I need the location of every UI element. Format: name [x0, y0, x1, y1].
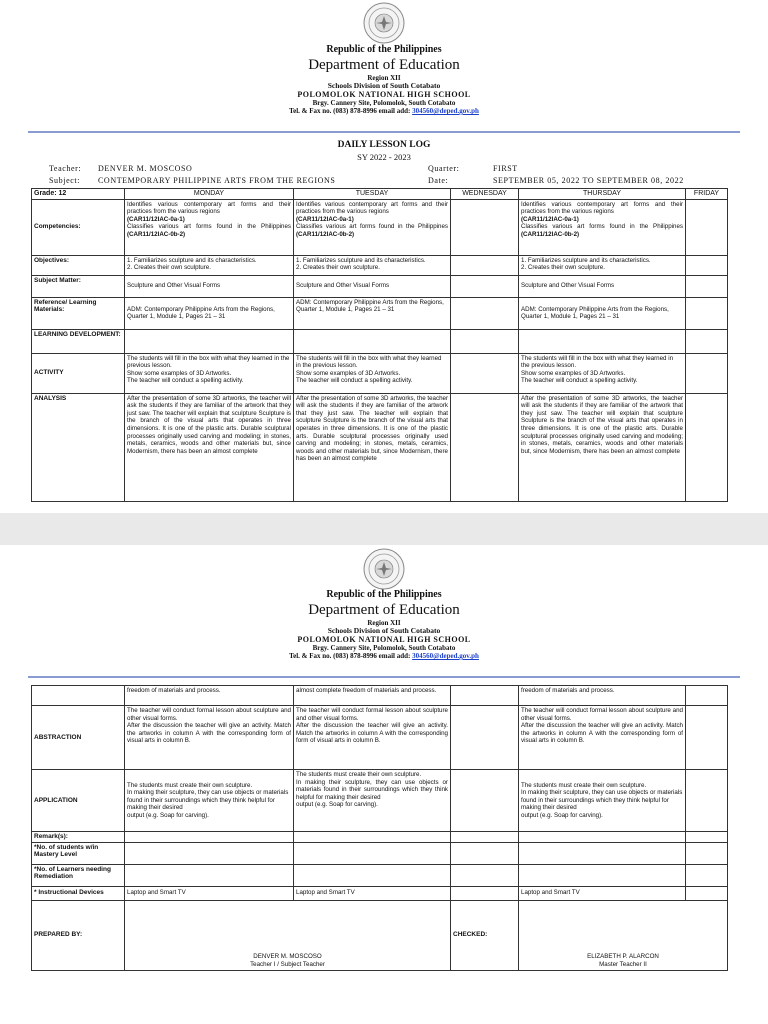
abstraction-text: After the discussion the teacher will give an activity. Match the artworks in column A with the corresponding form of visual arts in column B. — [296, 722, 448, 745]
abstraction-thursday — [519, 706, 686, 770]
quarter-label: Quarter: — [428, 164, 460, 173]
activity-thursday — [519, 353, 686, 393]
learning-development-thursday — [519, 329, 686, 353]
tuesday-header: TUESDAY — [294, 189, 451, 200]
objective-text: 1. Familiarizes sculpture and its characteristics. — [127, 256, 257, 264]
analysis-label: ANALYSIS — [32, 393, 125, 501]
activity-monday — [125, 353, 294, 393]
table-header-row — [32, 189, 728, 200]
application-friday — [686, 770, 728, 832]
prepared-by-name: DENVER M. MOSCOSO — [253, 953, 322, 961]
competency-code: (CAR11/12IAC-0b-2) — [127, 230, 186, 238]
checked-label: CHECKED: — [451, 900, 519, 970]
competencies-friday — [686, 199, 728, 255]
teacher-label: Teacher: — [49, 164, 82, 173]
activity-text: Show some examples of 3D Artworks. — [521, 369, 626, 377]
school-name: POLOMOLOK NATIONAL HIGH SCHOOL — [297, 635, 471, 644]
thursday-header: THURSDAY — [519, 189, 686, 200]
republic-text: Republic of the Philippines — [326, 44, 442, 55]
subject-matter-wednesday — [451, 275, 519, 297]
analysis-wednesday — [451, 393, 519, 501]
email-link[interactable]: 304560@deped.gov.ph — [412, 107, 479, 115]
region-text: Region XII — [367, 619, 401, 627]
application-text: output (e.g. Soap for carving). — [521, 811, 603, 819]
reference-monday: ADM: Contemporary Philippine Arts from the Regions, Quarter 1, Module 1, Pages 21 – 31 — [125, 297, 294, 329]
remarks-monday — [125, 832, 294, 843]
application-text: output (e.g. Soap for carving). — [127, 811, 209, 819]
analysis-tuesday: After the presentation of some 3D artworks, the teacher will ask the students if they are familiar of the artwork that they just saw. The teacher will explain that sculpture Sculpture is the branch of the visual arts that operates in three dimensions. It is one of the plastic arts. Durable sculptural processes originally used carving and modeling; in stones, metals, ceramics, woods and other materials but, since Modernism, there has been an almost complete — [294, 393, 451, 501]
competencies-row — [32, 199, 728, 255]
monday-header: MONDAY — [125, 189, 294, 200]
devices-tuesday: Laptop and Smart TV — [294, 886, 451, 900]
friday-header: FRIDAY — [686, 189, 728, 200]
devices-label: * Instructional Devices — [32, 886, 125, 900]
abstraction-tuesday — [294, 706, 451, 770]
prepared-by-label: PREPARED BY: — [32, 900, 125, 970]
analysis-continued-thursday: freedom of materials and process. — [519, 686, 686, 706]
analysis-row — [32, 393, 728, 501]
analysis-continued-row — [32, 686, 728, 706]
activity-tuesday — [294, 353, 451, 393]
activity-text: Show some examples of 3D Artworks. — [127, 369, 232, 377]
objectives-thursday — [519, 255, 686, 275]
reference-label: Reference/ Learning Materials: — [32, 297, 125, 329]
competency-text: Classifies various art forms found in the Philippines — [296, 223, 448, 231]
abstraction-row — [32, 706, 728, 770]
objectives-wednesday — [451, 255, 519, 275]
competency-text: Identifies various contemporary art forms and their practices from the various regions — [521, 200, 683, 216]
activity-text: Show some examples of 3D Artworks. — [296, 369, 401, 377]
competency-code: (CAR11/12IAC-0a-1) — [521, 215, 579, 223]
application-text: The students must create their own sculpture. — [296, 771, 422, 778]
analysis-continued-monday: freedom of materials and process. — [125, 686, 294, 706]
application-label: APPLICATION — [32, 770, 125, 832]
abstraction-text: The teacher will conduct formal lesson about sculpture and other visual forms. — [127, 707, 291, 722]
activity-text: The teacher will conduct a spelling activity. — [521, 377, 638, 385]
subject-matter-row — [32, 275, 728, 297]
school-address: Brgy. Cannery Site, Polomolok, South Cotabato — [312, 644, 456, 652]
mastery-monday — [125, 842, 294, 864]
competency-text: Classifies various art forms found in the Philippines — [127, 223, 291, 231]
abstraction-monday — [125, 706, 294, 770]
school-name: POLOMOLOK NATIONAL HIGH SCHOOL — [297, 90, 471, 99]
analysis-continued-label — [32, 686, 125, 706]
prepared-by-title: Teacher I / Subject Teacher — [250, 961, 325, 968]
activity-text: The students will fill in the box with what they learned in the previous lesson. — [521, 354, 674, 370]
reference-friday — [686, 297, 728, 329]
prepared-by-signature — [125, 900, 451, 970]
application-text: In making their sculpture, they can use objects or materials found in their surroundings which they think helpful for making their desired — [296, 778, 448, 801]
department-text: Department of Education — [308, 57, 460, 73]
competency-text: Identifies various contemporary art forms and their practices from the various regions — [127, 200, 291, 216]
division-text: Schools Division of South Cotabato — [327, 81, 441, 90]
objective-text: 1. Familiarizes sculpture and its characteristics. — [296, 256, 426, 264]
subject-matter-friday — [686, 275, 728, 297]
checked-signature — [519, 900, 728, 970]
wednesday-header: WEDNESDAY — [451, 189, 519, 200]
devices-monday: Laptop and Smart TV — [125, 886, 294, 900]
remarks-label: Remark(s): — [32, 832, 125, 843]
objectives-monday — [125, 255, 294, 275]
contact-prefix: Tel. & Fax no. (083) 878-8996 email add: — [289, 107, 411, 115]
abstraction-friday — [686, 706, 728, 770]
contact-line — [0, 652, 768, 661]
application-text: The students must create their own sculpture. — [127, 781, 253, 789]
activity-text: The students will fill in the box with what they learned in the previous lesson. — [127, 354, 290, 370]
analysis-continued-tuesday: almost complete freedom of materials and process. — [294, 686, 451, 706]
header-divider — [28, 676, 740, 678]
region-text: Region XII — [367, 74, 401, 82]
objective-text: 1. Familiarizes sculpture and its characteristics. — [521, 256, 651, 264]
mastery-friday — [686, 842, 728, 864]
learning-development-row — [32, 329, 728, 353]
competencies-tuesday — [294, 199, 451, 255]
reference-thursday: ADM: Contemporary Philippine Arts from the Regions, Quarter 1, Module 1, Pages 21 – 31 — [519, 297, 686, 329]
objective-text: 2. Creates their own sculpture. — [296, 264, 380, 272]
quarter-value: FIRST — [493, 164, 518, 173]
learning-development-friday — [686, 329, 728, 353]
subject-matter-tuesday: Sculpture and Other Visual Forms — [294, 275, 451, 297]
abstraction-text: The teacher will conduct formal lesson about sculpture and other visual forms. — [521, 707, 683, 722]
learning-development-tuesday — [294, 329, 451, 353]
abstraction-text: After the discussion the teacher will give an activity. Match the artworks in column A with the corresponding form of visual arts in column B. — [127, 722, 291, 745]
grade-cell: Grade: 12 — [32, 189, 125, 200]
division-text: Schools Division of South Cotabato — [327, 626, 441, 635]
competency-code: (CAR11/12IAC-0b-2) — [521, 230, 580, 238]
application-text: output (e.g. Soap for carving). — [296, 801, 378, 809]
analysis-friday — [686, 393, 728, 501]
contact-line — [0, 107, 768, 116]
lesson-log-page-2 — [0, 545, 768, 1024]
remediation-label: *No. of Learners needing Remediation — [32, 864, 125, 886]
activity-text: The teacher will conduct a spelling activity. — [296, 377, 413, 385]
subject-matter-monday: Sculpture and Other Visual Forms — [125, 275, 294, 297]
objectives-label: Objectives: — [32, 255, 125, 275]
contact-prefix: Tel. & Fax no. (083) 878-8996 email add: — [289, 652, 411, 660]
subject-label: Subject: — [49, 176, 81, 185]
devices-row — [32, 886, 728, 900]
objective-text: 2. Creates their own sculpture. — [127, 264, 211, 272]
remarks-thursday — [519, 832, 686, 843]
activity-row — [32, 353, 728, 393]
remarks-row — [32, 832, 728, 843]
abstraction-text: The teacher will conduct formal lesson about sculpture and other visual forms. — [296, 707, 448, 722]
abstraction-label: ABSTRACTION — [32, 706, 125, 770]
analysis-continued-wednesday — [451, 686, 519, 706]
competency-code: (CAR11/12IAC-0a-1) — [127, 215, 185, 223]
mastery-wednesday — [451, 842, 519, 864]
activity-friday — [686, 353, 728, 393]
devices-friday — [686, 886, 728, 900]
learning-development-wednesday — [451, 329, 519, 353]
document-title: DAILY LESSON LOG — [337, 140, 431, 150]
abstraction-text: After the discussion the teacher will give an activity. Match the artworks in column A with the corresponding form of visual arts in column B. — [521, 722, 683, 745]
objectives-tuesday — [294, 255, 451, 275]
date-value: SEPTEMBER 05, 2022 TO SEPTEMBER 08, 2022 — [493, 176, 684, 185]
department-text: Department of Education — [308, 602, 460, 618]
republic-text: Republic of the Philippines — [326, 589, 442, 600]
remediation-thursday — [519, 864, 686, 886]
competency-text: Identifies various contemporary art forms and their practices from the various regions — [296, 200, 448, 216]
teacher-name: DENVER M. MOSCOSO — [98, 164, 193, 173]
application-thursday — [519, 770, 686, 832]
application-row — [32, 770, 728, 832]
devices-thursday: Laptop and Smart TV — [519, 886, 686, 900]
subject-matter-thursday: Sculpture and Other Visual Forms — [519, 275, 686, 297]
application-tuesday — [294, 770, 451, 832]
analysis-monday: After the presentation of some 3D artworks, the teacher will ask the students if they are familiar of the artwork that they just saw. The teacher will explain that sculpture Sculpture is the branch of the visual arts that operates in three dimensions. It is one of the plastic arts. Durable sculptural processes originally used carving and modeling; in stones, metals, ceramics, woods and other materials but, since Modernism, there has been an almost complete — [125, 393, 294, 501]
objectives-friday — [686, 255, 728, 275]
application-wednesday — [451, 770, 519, 832]
deped-seal-icon — [363, 2, 405, 44]
application-monday — [125, 770, 294, 832]
lesson-table-page-2 — [31, 685, 728, 971]
remarks-friday — [686, 832, 728, 843]
competency-code: (CAR11/12IAC-0a-1) — [296, 215, 354, 223]
application-text: In making their sculpture, they can use objects or materials found in their surroundings which they think helpful for making their desired — [127, 789, 289, 812]
mastery-thursday — [519, 842, 686, 864]
learning-development-monday — [125, 329, 294, 353]
reference-row — [32, 297, 728, 329]
activity-label: ACTIVITY — [32, 353, 125, 393]
lesson-table-page-1 — [31, 188, 728, 502]
analysis-thursday: After the presentation of some 3D artworks, the teacher will ask the students if they are familiar of the artwork that they just saw. The teacher will explain that sculpture Sculpture is the branch of the visual arts that operates in three dimensions. It is one of the plastic arts. Durable sculptural processes originally used carving and modeling; in stones, metals, ceramics, woods and other materials but, since Modernism, there has been an almost complete — [519, 393, 686, 501]
checked-title: Master Teacher II — [599, 961, 647, 968]
competencies-monday — [125, 199, 294, 255]
school-address: Brgy. Cannery Site, Polomolok, South Cotabato — [312, 99, 456, 107]
competency-code: (CAR11/12IAC-0b-2) — [296, 230, 355, 238]
analysis-continued-friday — [686, 686, 728, 706]
remediation-row — [32, 864, 728, 886]
remediation-monday — [125, 864, 294, 886]
remediation-tuesday — [294, 864, 451, 886]
learning-development-label: LEARNING DEVELOPMENT: — [32, 329, 125, 353]
signature-row — [32, 900, 728, 970]
deped-seal-icon — [363, 548, 405, 590]
mastery-tuesday — [294, 842, 451, 864]
abstraction-wednesday — [451, 706, 519, 770]
devices-wednesday — [451, 886, 519, 900]
competencies-label: Competencies: — [32, 199, 125, 255]
reference-tuesday: ADM: Contemporary Philippine Arts from the Regions, Quarter 1, Module 1, Pages 21 – 31 — [294, 297, 451, 329]
checked-name: ELIZABETH P. ALARCON — [587, 953, 659, 961]
objective-text: 2. Creates their own sculpture. — [521, 264, 605, 272]
objectives-row — [32, 255, 728, 275]
subject-value: CONTEMPORARY PHILIPPINE ARTS FROM THE REGIONS — [98, 176, 336, 185]
date-label: Date: — [428, 176, 449, 185]
remarks-wednesday — [451, 832, 519, 843]
competency-text: Classifies various art forms found in the Philippines — [521, 223, 683, 231]
remediation-friday — [686, 864, 728, 886]
remediation-wednesday — [451, 864, 519, 886]
application-text: The students must create their own sculpture. — [521, 781, 647, 789]
activity-text: The teacher will conduct a spelling activity. — [127, 377, 244, 385]
reference-wednesday — [451, 297, 519, 329]
application-text: In making their sculpture, they can use objects or materials found in their surroundings which they think helpful for making their desired — [521, 789, 683, 812]
header-divider — [28, 131, 740, 133]
email-link[interactable]: 304560@deped.gov.ph — [412, 652, 479, 660]
school-year: SY 2022 - 2023 — [357, 152, 411, 162]
subject-matter-label: Subject Matter: — [32, 275, 125, 297]
mastery-row — [32, 842, 728, 864]
remarks-tuesday — [294, 832, 451, 843]
activity-text: The students will fill in the box with what they learned in the previous lesson. — [296, 354, 442, 370]
mastery-label: *No. of students w/in Mastery Level — [32, 842, 125, 864]
competencies-thursday — [519, 199, 686, 255]
competencies-wednesday — [451, 199, 519, 255]
activity-wednesday — [451, 353, 519, 393]
